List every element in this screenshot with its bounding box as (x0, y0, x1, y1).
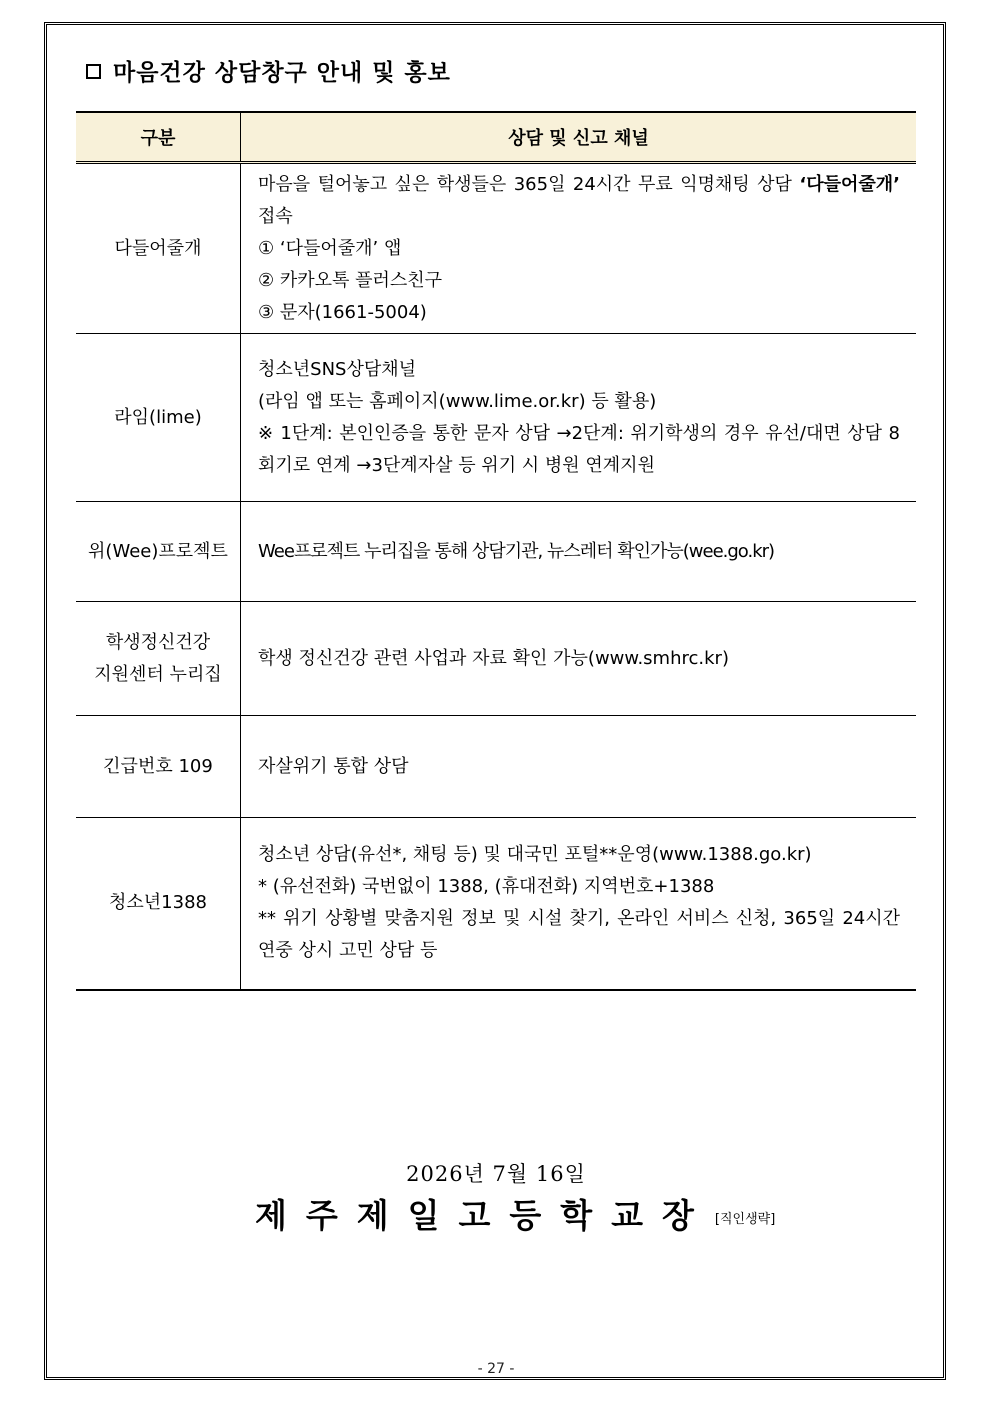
row-content: 학생 정신건강 관련 사업과 자료 확인 가능(www.smhrc.kr) (241, 602, 917, 716)
section-title (86, 54, 451, 87)
table-row (76, 334, 916, 502)
category-line: 지원센터 누리집 (94, 663, 222, 685)
counseling-channel-table (76, 111, 916, 991)
category-line: 학생정신건강 (105, 631, 211, 653)
content-line: 청소년SNS상담채널 (258, 358, 417, 380)
seal-note: [직인생략] (714, 1212, 776, 1227)
row-category: 다들어줄개 (76, 163, 241, 334)
header-channel: 상담 및 신고 채널 (241, 112, 917, 163)
content-line: * (유선전화) 국번없이 1388, (휴대전화) 지역번호+1388 (258, 876, 715, 898)
content-text: 접속 (258, 205, 293, 227)
row-category: 위(Wee)프로젝트 (76, 502, 241, 602)
table-row (76, 716, 916, 818)
content-line: ** 위기 상황별 맞춤지원 정보 및 시설 찾기, 온라인 서비스 신청, 365일 24시간 연중 상시 고민 상담 등 (258, 908, 900, 962)
row-content: 자살위기 통합 상담 (241, 716, 917, 818)
row-content (241, 334, 917, 502)
checkbox-icon (86, 64, 101, 79)
table-row (76, 818, 916, 990)
section-title-text: 마음건강 상담창구 안내 및 홍보 (113, 60, 451, 86)
row-content: Wee프로젝트 누리집을 통해 상담기관, 뉴스레터 확인가능(wee.go.kr) (241, 502, 917, 602)
row-content (241, 818, 917, 990)
row-category: 긴급번호 109 (76, 716, 241, 818)
app-name-emphasis: ‘다들어줄개’ (799, 173, 900, 195)
content-line: ① ‘다들어줄개’ 앱 (258, 237, 402, 259)
content-line: 청소년 상담(유선*, 채팅 등) 및 대국민 포털**운영(www.1388.go.kr) (258, 844, 812, 866)
table-row (76, 502, 916, 602)
content-line: ※ 1단계: 본인인증을 통한 문자 상담 →2단계: 위기학생의 경우 유선/대면 상담 8회기로 연계 →3단계자살 등 위기 시 병원 연계지원 (258, 422, 900, 476)
table-row (76, 163, 916, 334)
signer-name: 제주제일고등학교장 (255, 1196, 713, 1235)
row-category: 청소년1388 (76, 818, 241, 990)
header-category: 구분 (76, 112, 241, 163)
signer-block (255, 1190, 775, 1237)
content-line (258, 169, 900, 233)
content-line: ③ 문자(1661-5004) (258, 301, 427, 323)
table-row (76, 602, 916, 716)
row-category (76, 602, 241, 716)
content-text: 마음을 털어놓고 싶은 학생들은 365일 24시간 무료 익명채팅 상담 (258, 173, 800, 195)
content-line: ② 카카오톡 플러스친구 (258, 269, 443, 291)
table-header-row (76, 112, 916, 163)
row-category: 라임(lime) (76, 334, 241, 502)
page-number: - 27 - (477, 1361, 515, 1377)
issue-date: 2026년 7월 16일 (406, 1162, 586, 1186)
content-line: (라임 앱 또는 홈페이지(www.lime.or.kr) 등 활용) (258, 390, 657, 412)
row-content (241, 163, 917, 334)
